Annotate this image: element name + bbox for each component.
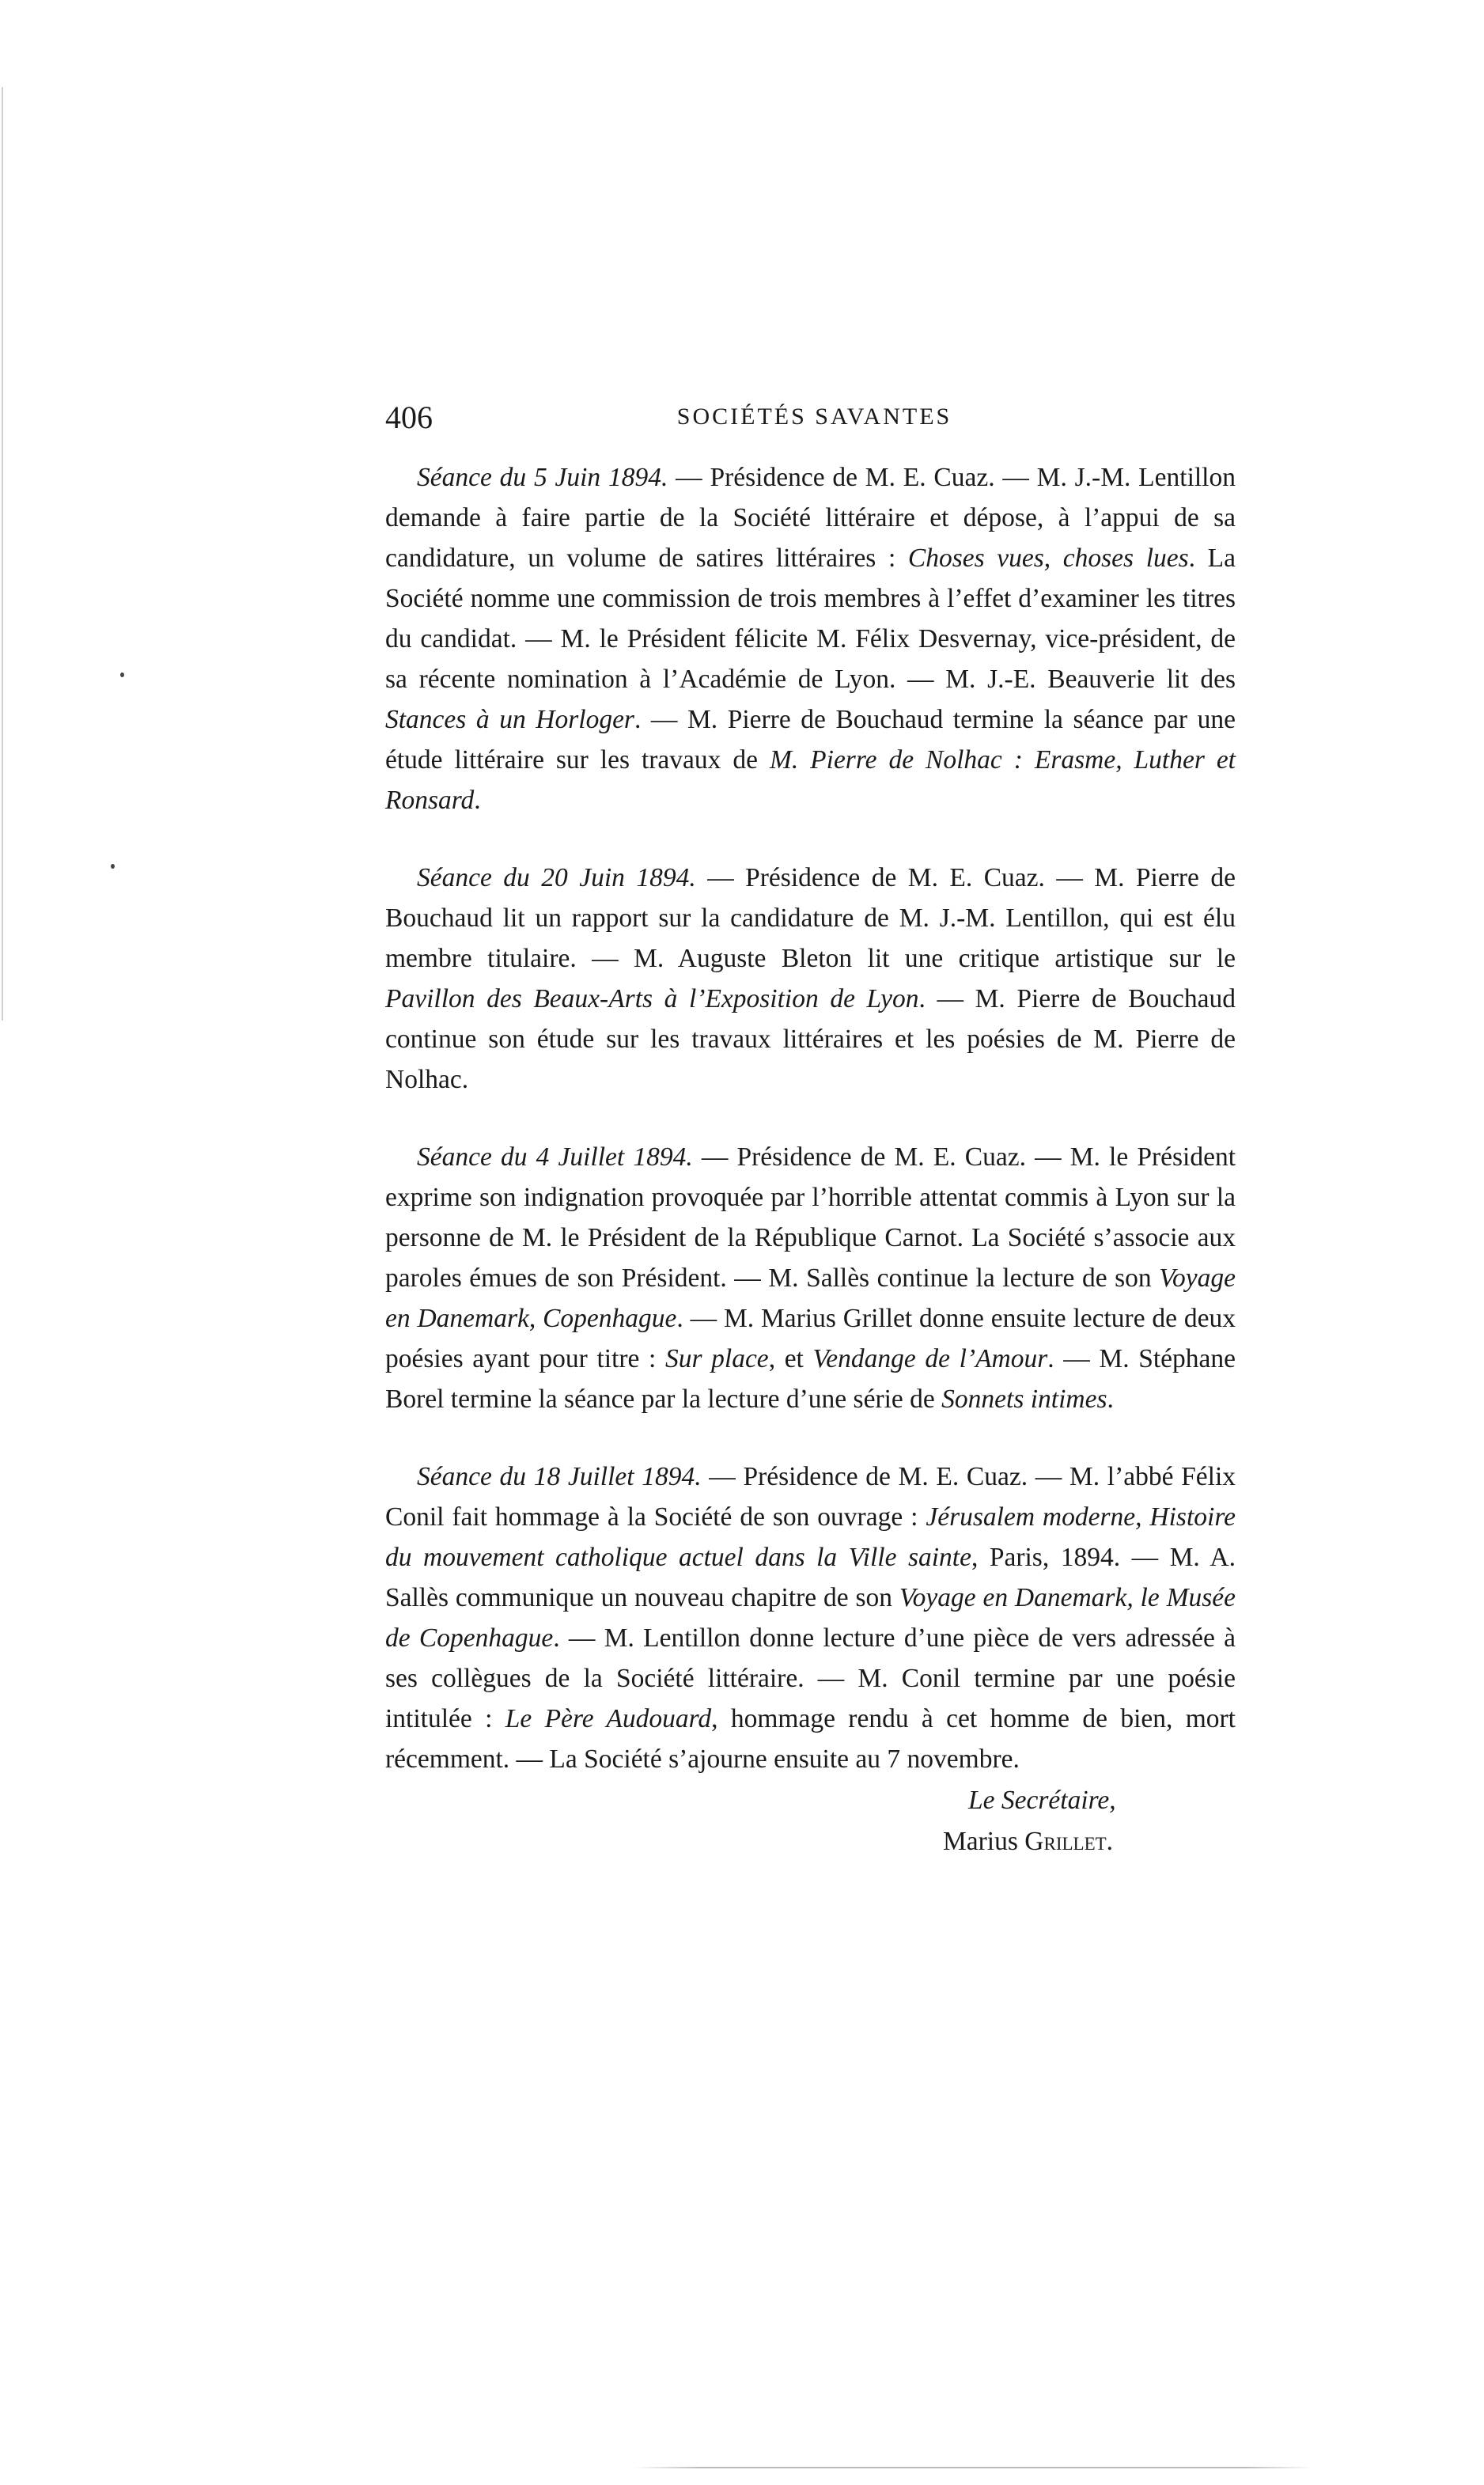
page-body: [385, 457, 1236, 1816]
session-entry: [385, 1137, 1236, 1419]
italic-title: Pavillon des Beaux-Arts à l’Exposition de Lyon: [385, 984, 919, 1013]
italic-title: Jérusalem moderne, Histoire du mouvement catholique actuel dans la Ville sainte: [385, 1502, 1236, 1572]
entry-text: — Présidence de M. E. Cuaz. — M. l’abbé Félix Conil fait hommage à la Société de son ouvrage :: [385, 1462, 1236, 1532]
italic-title: M. Pierre de Nolhac : Erasme, Luther et Ronsard: [385, 745, 1236, 815]
italic-title: Le Père Audouard: [505, 1704, 712, 1733]
entry-text: .: [1107, 1385, 1114, 1414]
session-entry: [385, 457, 1236, 820]
entry-text: — Présidence de M. E. Cuaz. — M. le Président exprime son indignation provoquée par l’horrible attentat commis à Lyon sur la personne de M. le Président de la République Carnot. La Société s’associe aux paroles émues de son Président. — M. Sallès continue la lecture de son: [385, 1142, 1236, 1293]
italic-title: Vendange de l’Amour: [812, 1344, 1048, 1373]
italic-title: Stances à un Horloger: [385, 705, 634, 734]
running-head: SOCIÉTÉS SAVANTES: [676, 403, 952, 430]
signature-first-name: Marius: [943, 1827, 1018, 1856]
signature-last-name: Grillet.: [1024, 1827, 1114, 1856]
signature-name: [943, 1821, 1116, 1862]
session-date: Séance du 18 Juillet 1894.: [417, 1462, 702, 1491]
italic-title: Choses vues, choses lues: [907, 544, 1189, 573]
speck-mark: [120, 672, 124, 677]
session-date: Séance du 4 Juillet 1894.: [417, 1142, 693, 1172]
entry-text: — Présidence de M. E. Cuaz. — M. Pierre de Bouchaud lit un rapport sur la candidature de M. J.-M. Lentillon, qui est élu membre titulaire. — M. Auguste Bleton lit une critique artistique sur le: [385, 863, 1236, 973]
page-edge: [2, 87, 3, 1021]
session-date: Séance du 5 Juin 1894.: [417, 463, 668, 492]
italic-title: Sonnets intimes: [941, 1385, 1107, 1414]
signature-title: Le Secrétaire,: [968, 1786, 1116, 1815]
entry-text: .: [474, 786, 481, 815]
italic-title: Voyage en Danemark, le Musée de Copenhague: [385, 1583, 1236, 1653]
italic-title: Voyage en Danemark, Copenhague: [385, 1263, 1236, 1333]
session-entry: [385, 858, 1236, 1100]
session-date: Séance du 20 Juin 1894.: [417, 863, 696, 892]
signature-block: [943, 1780, 1116, 1862]
page-bottom-rule: [633, 2467, 1313, 2468]
entry-text: , hommage rendu à cet homme de bien, mort récemment. — La Société s’ajourne ensuite au 7 novembre.: [385, 1704, 1236, 1774]
page-number: 406: [385, 400, 433, 435]
entry-text: . — M. Marius Grillet donne ensuite lecture de deux poésies ayant pour titre :: [385, 1304, 1236, 1373]
entry-text: . — M. Pierre de Bouchaud continue son étude sur les travaux littéraires et les poésies de M. Pierre de Nolhac.: [385, 984, 1236, 1094]
entry-text: , et: [768, 1344, 813, 1373]
entry-text: . — M. Stéphane Borel termine la séance par la lecture d’une série de: [385, 1344, 1236, 1414]
speck-mark: [111, 864, 115, 869]
session-entry: [385, 1457, 1236, 1779]
page-header: [385, 396, 1244, 451]
entry-text: . La Société nomme une commission de trois membres à l’effet d’examiner les titres du candidat. — M. le Président félicite M. Félix Desvernay, vice-président, de sa récente nomination à l’Académie de Lyon. — M. J.-E. Beauverie lit des: [385, 544, 1236, 694]
italic-title: Sur place: [664, 1344, 769, 1373]
entry-text: . — M. Lentillon donne lecture d’une pièce de vers adressée à ses collègues de la Société littéraire. — M. Conil termine par une poésie intitulée :: [385, 1623, 1236, 1733]
entry-text: . — M. Pierre de Bouchaud termine la séance par une étude littéraire sur les travaux de: [385, 705, 1236, 775]
entry-text: — Présidence de M. E. Cuaz. — M. J.-M. Lentillon demande à faire partie de la Société littéraire et dépose, à l’appui de sa candidature, un volume de satires littéraires :: [385, 463, 1236, 573]
entry-text: , Paris, 1894. — M. A. Sallès communique un nouveau chapitre de son: [385, 1543, 1236, 1612]
